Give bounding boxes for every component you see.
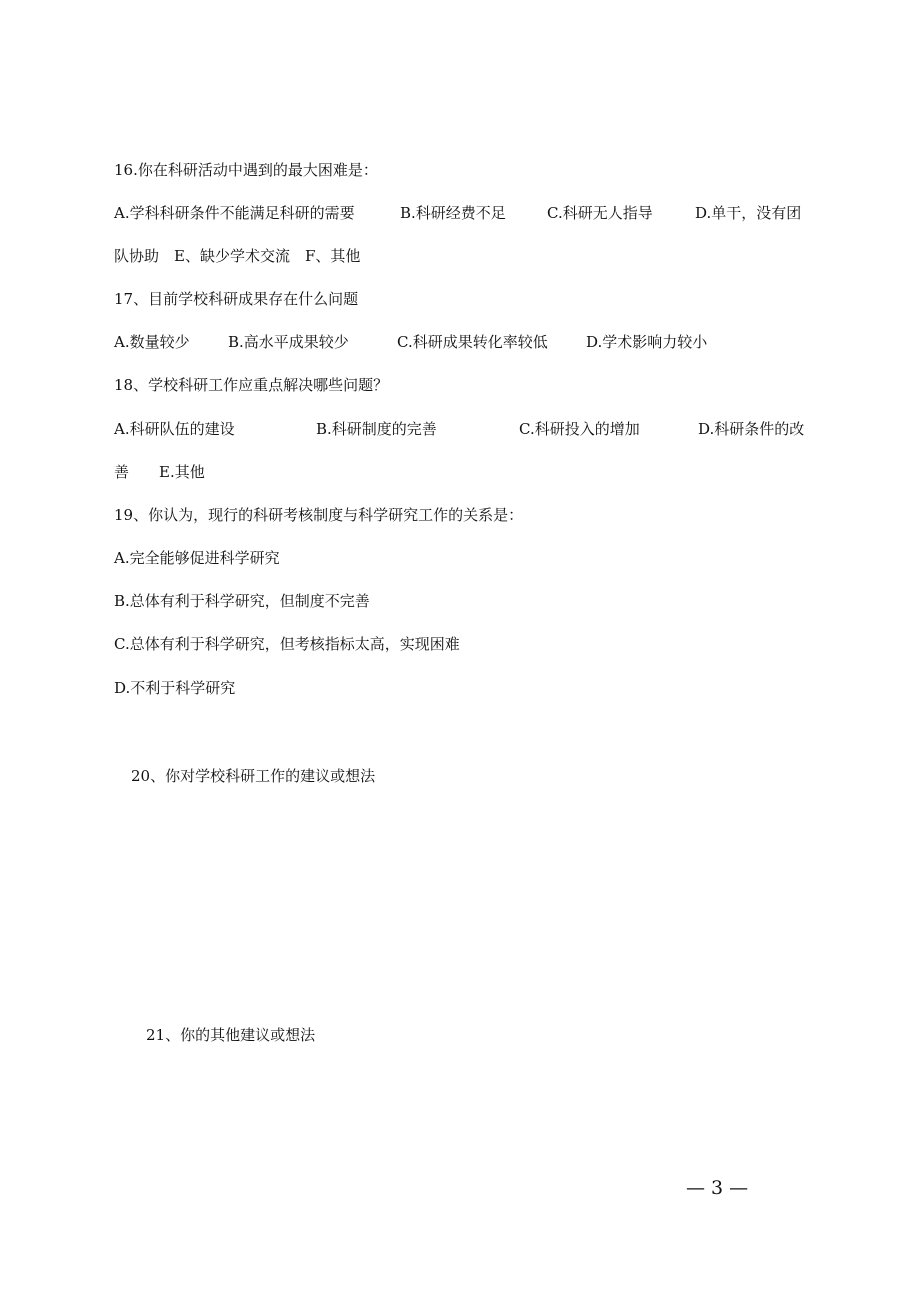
question-19: 19、你认为，现行的科研考核制度与科学研究工作的关系是： — [114, 506, 524, 524]
question-19-option-a: A.完全能够促进科学研究 — [114, 549, 280, 567]
question-18-option-a: A.科研队伍的建设 — [114, 420, 235, 438]
question-16-option-d: D.单干，没有团 — [695, 204, 802, 222]
question-17-option-c: C.科研成果转化率较低 — [397, 333, 548, 351]
question-16-options-row-2: 队协助 E、缺少学术交流 F、其他 — [114, 247, 361, 265]
question-18-option-b: B.科研制度的完善 — [316, 420, 437, 438]
question-21: 21、你的其他建议或想法 — [146, 1026, 316, 1044]
question-16-option-c: C.科研无人指导 — [547, 204, 653, 222]
question-18-option-d: D.科研条件的改 — [698, 420, 805, 438]
question-16-option-a: A.学科科研条件不能满足科研的需要 — [114, 204, 355, 222]
page-number: — 3 — — [686, 1177, 749, 1199]
question-18: 18、学校科研工作应重点解决哪些问题？ — [114, 376, 389, 394]
question-19-option-d: D.不利于科学研究 — [114, 679, 236, 697]
question-16: 16.你在科研活动中遇到的最大困难是： — [114, 161, 378, 179]
question-18-option-c: C.科研投入的增加 — [519, 420, 640, 438]
question-17: 17、目前学校科研成果存在什么问题 — [114, 290, 359, 308]
question-17-option-d: D.学术影响力较小 — [586, 333, 708, 351]
question-20: 20、你对学校科研工作的建议或想法 — [131, 767, 376, 785]
question-17-option-b: B.高水平成果较少 — [228, 333, 349, 351]
question-18-options-row-2: 善 E.其他 — [114, 463, 205, 481]
question-19-option-b: B.总体有利于科学研究，但制度不完善 — [114, 592, 370, 610]
question-16-option-b: B.科研经费不足 — [400, 204, 506, 222]
question-19-option-c: C.总体有利于科学研究，但考核指标太高，实现困难 — [114, 635, 460, 653]
question-17-option-a: A.数量较少 — [114, 333, 190, 351]
